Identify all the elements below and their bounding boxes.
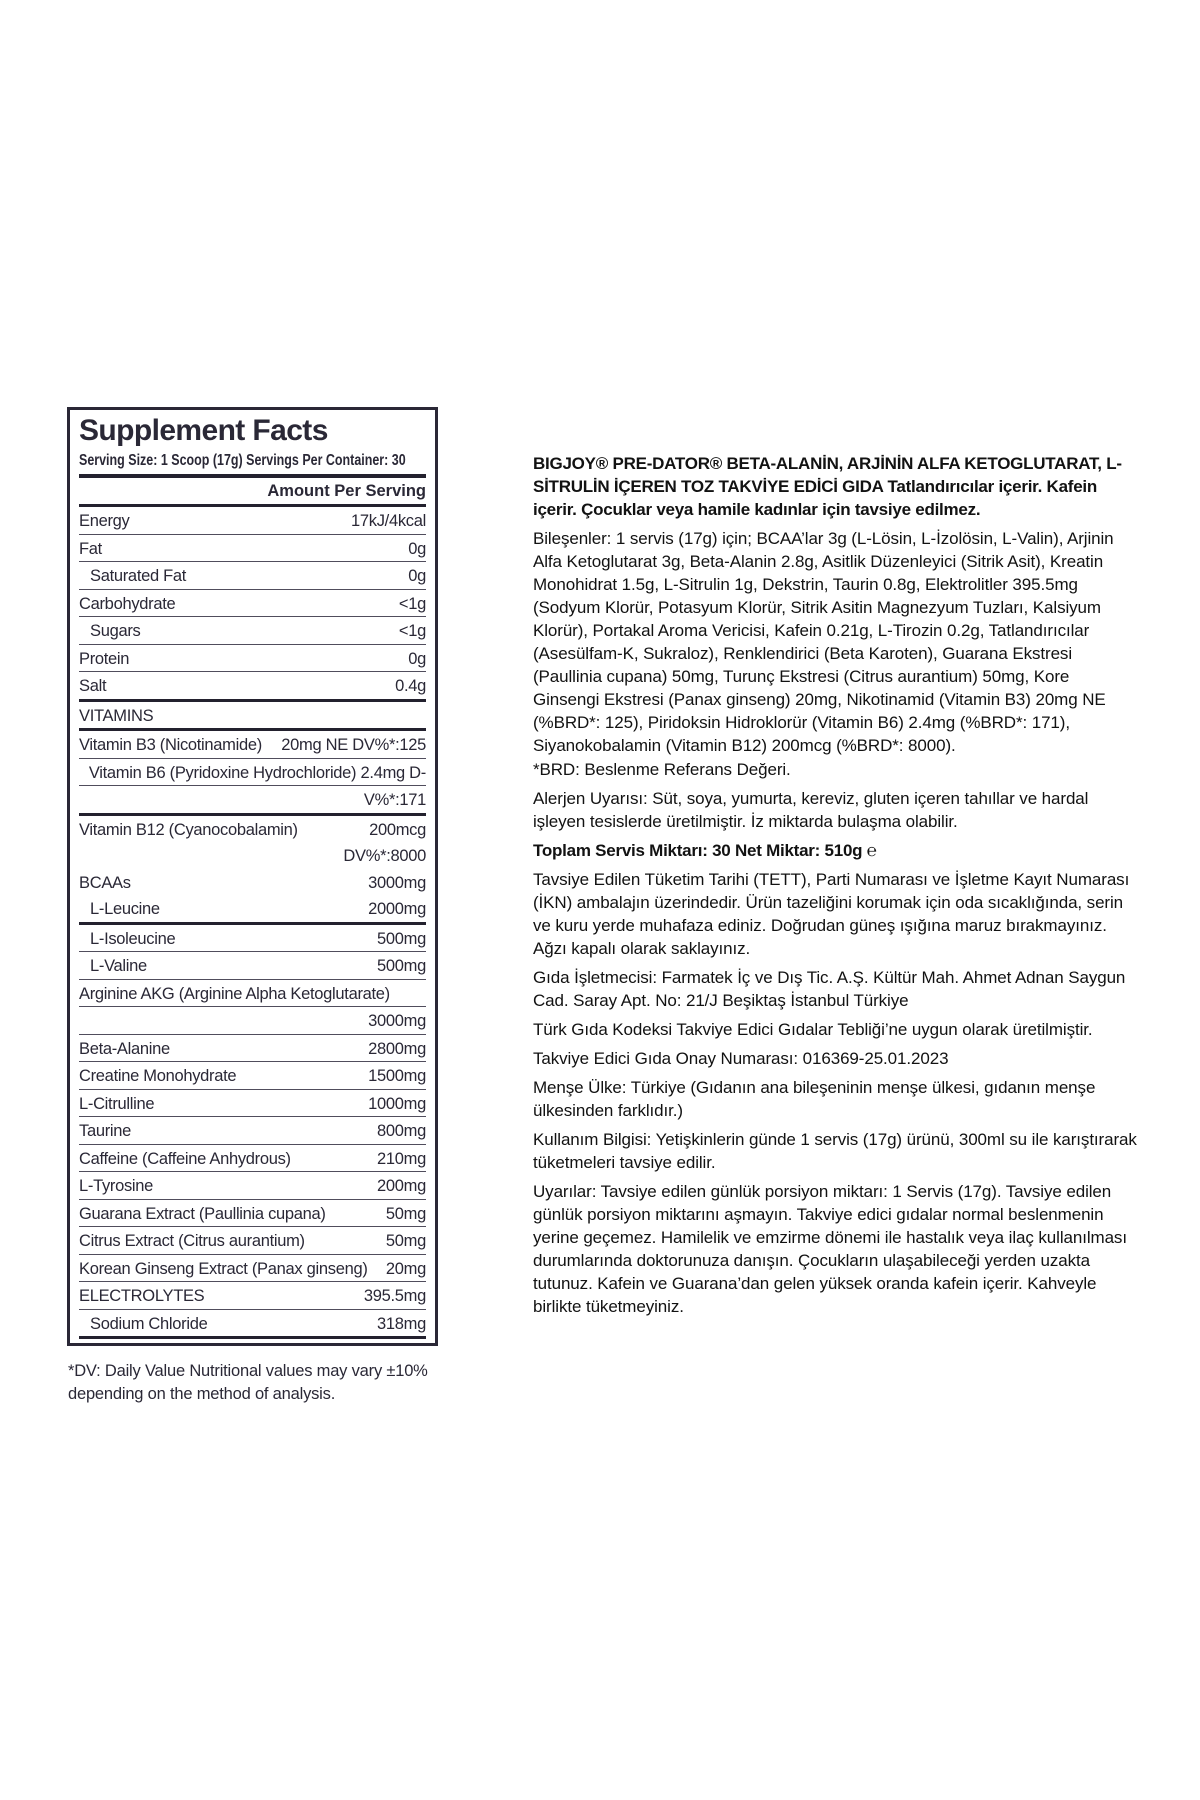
facts-row (79, 617, 426, 645)
nutrient-amount: 500mg (377, 957, 426, 975)
nutrient-amount: 2000mg (368, 900, 426, 918)
facts-row (79, 786, 426, 816)
info-paragraph: Türk Gıda Kodeksi Takviye Edici Gıdalar Tebliği’ne uygun olarak üretilmiştir. (533, 1020, 1093, 1039)
nutrient-name: L-Leucine (90, 900, 160, 918)
info-paragraph: Alerjen Uyarısı: Süt, soya, yumurta, kereviz, gluten içeren tahıllar ve hardal işleyen tesislerde üretilmiştir. İz miktarda bulaşma olabilir. (533, 789, 1089, 831)
nutrient-amount: 0g (408, 539, 426, 558)
divider-thick (79, 474, 426, 478)
nutrient-amount: 50mg (385, 1232, 426, 1250)
nutrient-name: Taurine (79, 1122, 132, 1140)
facts-row (79, 702, 426, 732)
nutrient-amount: DV%*:8000 (343, 847, 426, 865)
nutrient-amount: 500mg (377, 929, 426, 948)
nutrient-name: L-Valine (90, 957, 147, 975)
info-paragraph: Uyarılar: Tavsiye edilen günlük porsiyon miktarı: 1 Servis (17g). Tavsiye edilen günlük porsiyon miktarını aşmayın. Takviye edici gıdalar normal beslenmenin yerine geçemez. Hamilelik ve emzirme dönemi ile hastalık veya ilaç kullanılması durumlarında doktorunuza danışın. Çocukların ulaşabileceği yerden uzakta tutunuz. Kafein ve Guarana’dan gelen yüksek oranda kafein içerir. Kahveyle birlikte tüketmeyiniz. (533, 1182, 1127, 1316)
facts-row (79, 1007, 426, 1035)
facts-row (79, 1145, 426, 1173)
nutrient-amount: 210mg (377, 1149, 426, 1168)
amount-per-serving-header: Amount Per Serving (79, 479, 426, 507)
nutrient-name: L-Tyrosine (79, 1177, 154, 1195)
nutrient-amount: <1g (398, 594, 426, 613)
nutrient-name: Sugars (90, 622, 141, 640)
nutrient-amount: 20mg (385, 1259, 426, 1278)
info-paragraph: Kullanım Bilgisi: Yetişkinlerin günde 1 servis (17g) ürünü, 300ml su ile karıştırarak tüketmeleri tavsiye edilir. (533, 1130, 1137, 1172)
nutrient-amount: 3000mg (368, 873, 426, 892)
info-paragraph: BIGJOY® PRE-DATOR® BETA-ALANİN, ARJİNİN ALFA KETOGLUTARAT, L-SİTRULİN İÇEREN TOZ TAKVİYE EDİCİ GIDA Tatlandırıcılar içerir. Kafein içerir. Çocuklar veya hamile kadınlar için tavsiye edilmez. (533, 454, 1122, 519)
nutrient-amount: 0g (408, 649, 426, 668)
nutrient-name: Energy (79, 512, 130, 530)
nutrient-amount: 20mg NE DV%*:125 (281, 736, 426, 754)
nutrient-name: Carbohydrate (79, 594, 176, 613)
facts-row (79, 1310, 426, 1340)
nutrient-name: Citrus Extract (Citrus aurantium) (79, 1232, 305, 1250)
nutrient-amount: 1000mg (368, 1094, 426, 1113)
facts-row (79, 590, 426, 618)
info-column (533, 452, 1137, 1318)
facts-row (79, 759, 426, 787)
nutrient-name: Vitamin B3 (Nicotinamide) (79, 736, 262, 754)
facts-row (79, 952, 426, 980)
facts-row (79, 1200, 426, 1228)
facts-row (79, 1117, 426, 1145)
facts-row (79, 507, 426, 535)
supplement-facts-panel (67, 407, 438, 1346)
nutrient-amount: 17kJ/4kcal (351, 512, 426, 530)
facts-row (79, 1227, 426, 1255)
info-paragraph: Bileşenler: 1 servis (17g) için; BCAA’lar 3g (L-Lösin, L-İzolösin, L-Valin), Arjinin Alfa Ketoglutarat 3g, Beta-Alanin 2.8g, Asitlik Düzenleyici (Sitrik Asit), Kreatin Monohidrat 1.5g, L-Sitrulin 1g, Dekstrin, Taurin 0.8g, Elektrolitler 395.5mg (Sodyum Klorür, Potasyum Klorür, Sitrik Asitin Magnezyum Tuzları, Kalsiyum Klorür), Portakal Aroma Vericisi, Kafein 0.21g, L-Tirozin 0.2g, Tatlandırıcılar (Asesülfam-K, Sukraloz), Renklendirici (Beta Karoten), Guarana Ekstresi (Paullinia cupana) 50mg, Turunç Ekstresi (Citrus aurantium) 50mg, Kore Ginsengi Ekstresi (Panax ginseng) 20mg, Nikotinamid (Vitamin B3) 20mg NE (%BRD*: 125), Piridoksin Hidroklorür (Vitamin B6) 2.4mg (%BRD*: 171), Siyanokobalamin (Vitamin B12) 200mcg (%BRD*: 8000). (533, 529, 1114, 755)
nutrient-name: Caffeine (Caffeine Anhydrous) (79, 1149, 291, 1168)
nutrient-amount: 0.4g (395, 677, 426, 695)
nutrient-name: Creatine Monohydrate (79, 1067, 237, 1085)
info-paragraph: Toplam Servis Miktarı: 30 Net Miktar: 510g ℮ (533, 841, 877, 860)
facts-row (79, 980, 426, 1008)
facts-rows (79, 507, 426, 1339)
nutrient-name: Beta-Alanine (79, 1039, 170, 1058)
nutrient-name: Vitamin B12 (Cyanocobalamin) (79, 820, 298, 839)
nutrient-amount: 3000mg (368, 1012, 426, 1030)
info-paragraph: Gıda İşletmecisi: Farmatek İç ve Dış Tic. A.Ş. Kültür Mah. Ahmet Adnan Saygun Cad. Saray Apt. No: 21/J Beşiktaş İstanbul Türkiye (533, 968, 1126, 1010)
nutrient-name: Korean Ginseng Extract (Panax ginseng) (79, 1259, 368, 1278)
facts-row (79, 1255, 426, 1283)
nutrient-amount: Vitamin B6 (Pyridoxine Hydrochloride) 2.4mg D- (88, 763, 426, 782)
serving-size-line: Serving Size: 1 Scoop (17g) Servings Per Container: 30 (79, 452, 406, 469)
facts-row (79, 1172, 426, 1200)
nutrient-amount: 800mg (377, 1122, 426, 1140)
daily-value-footnote: *DV: Daily Value Nutritional values may vary ±10% depending on the method of analysis. (68, 1362, 428, 1403)
nutrient-name: BCAAs (79, 873, 131, 892)
nutrient-amount: 200mcg (369, 820, 426, 839)
info-paragraph: Takviye Edici Gıda Onay Numarası: 016369-25.01.2023 (533, 1049, 949, 1068)
facts-row (79, 645, 426, 673)
info-paragraph: *BRD: Beslenme Referans Değeri. (533, 760, 791, 779)
nutrient-name: Arginine AKG (Arginine Alpha Ketoglutarate) (79, 984, 390, 1003)
facts-row (79, 925, 426, 953)
facts-row (79, 672, 426, 702)
nutrient-amount: 0g (408, 567, 426, 585)
supplement-facts-title: Supplement Facts (79, 414, 328, 447)
nutrient-name: Guarana Extract (Paullinia cupana) (79, 1204, 326, 1223)
nutrient-amount: V%*:171 (363, 791, 426, 809)
nutrient-name: Salt (79, 677, 107, 695)
nutrient-name: Protein (79, 649, 130, 668)
facts-row (79, 1282, 426, 1310)
facts-row (79, 1090, 426, 1118)
facts-row (79, 816, 426, 843)
nutrient-name: L-Citrulline (79, 1094, 155, 1113)
nutrient-amount: 2800mg (368, 1039, 426, 1058)
nutrient-name: VITAMINS (79, 706, 154, 725)
nutrient-name: L-Isoleucine (90, 929, 176, 948)
facts-row (79, 869, 426, 896)
info-paragraph: Tavsiye Edilen Tüketim Tarihi (TETT), Parti Numarası ve İşletme Kayıt Numarası (İKN) ambalajın üzerindedir. Ürün tazeliğini korumak için oda sıcaklığında, serin ve kuru yerde muhafaza ediniz. Doğrudan güneş ışığına maruz bırakmayınız. Ağzı kapalı olarak saklayınız. (533, 870, 1130, 958)
nutrient-amount: 50mg (385, 1204, 426, 1223)
facts-row (79, 562, 426, 590)
facts-row (79, 1035, 426, 1063)
facts-row (79, 1062, 426, 1090)
nutrient-amount: 395.5mg (363, 1287, 426, 1305)
facts-row (79, 895, 426, 925)
nutrient-amount: 318mg (377, 1314, 426, 1333)
nutrient-amount: 200mg (377, 1177, 426, 1195)
nutrient-amount: <1g (398, 622, 426, 640)
nutrient-name: Fat (79, 539, 102, 558)
nutrient-name: Saturated Fat (90, 567, 187, 585)
facts-row (79, 535, 426, 563)
nutrient-name: Sodium Chloride (90, 1314, 208, 1333)
facts-row (79, 731, 426, 759)
nutrient-name: ELECTROLYTES (79, 1287, 205, 1305)
facts-row (79, 842, 426, 869)
info-paragraph: Menşe Ülke: Türkiye (Gıdanın ana bileşeninin menşe ülkesi, gıdanın menşe ülkesinden farklıdır.) (533, 1078, 1096, 1120)
nutrient-amount: 1500mg (368, 1067, 426, 1085)
